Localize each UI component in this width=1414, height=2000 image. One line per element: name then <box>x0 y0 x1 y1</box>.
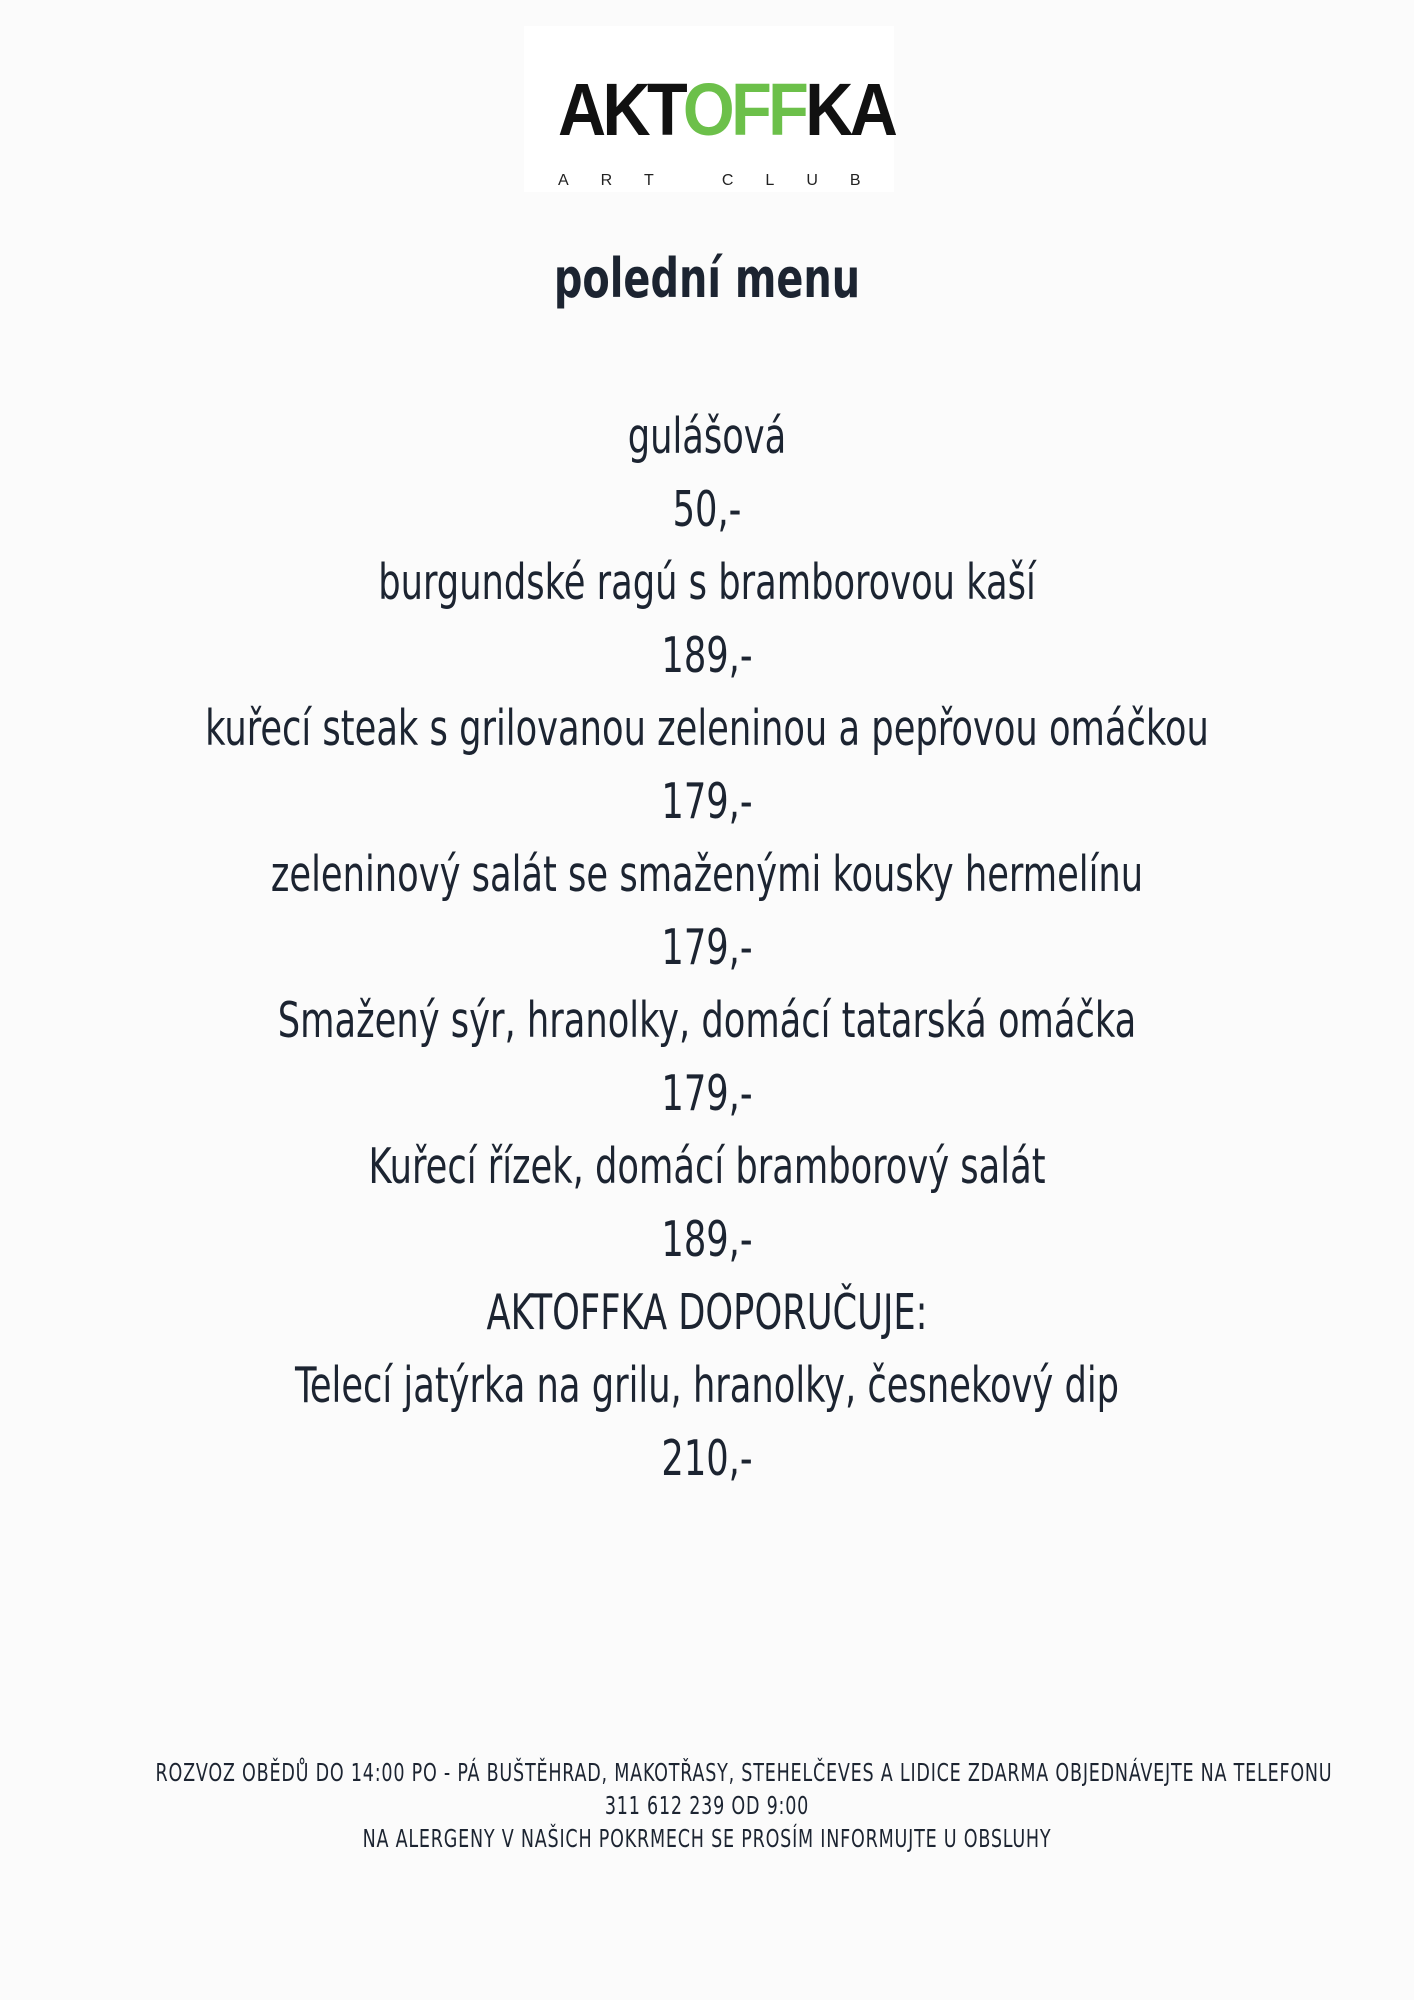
menu-line-dish-5: Kuřecí řízek, domácí bramborový salát <box>368 1138 1046 1195</box>
menu-price-recommended-dish: 210,- <box>661 1430 753 1487</box>
logo-word-part-1: AKT <box>558 68 683 151</box>
logo-word-part-3: KA <box>805 68 895 151</box>
menu-price-dish-5: 189,- <box>661 1211 753 1268</box>
menu-price-dish-1: 189,- <box>661 627 753 684</box>
logo <box>524 26 894 192</box>
menu-recommendation-heading: AKTOFFKA DOPORUČUJE: <box>486 1284 928 1341</box>
menu-list <box>0 400 1414 1495</box>
footer-phone-text: 311 612 239 OD 9:00 <box>604 1791 810 1820</box>
menu-line-recommended-dish: Telecí jatýrka na grilu, hranolky, česnekový dip <box>294 1357 1120 1414</box>
menu-line-soup: gulášová <box>627 408 787 465</box>
menu-price-dish-4: 179,- <box>661 1065 753 1122</box>
logo-subtitle: ART CLUB <box>558 172 893 189</box>
footer-notice <box>0 1756 1414 1855</box>
menu-price-dish-3: 179,- <box>661 919 753 976</box>
logo-word-part-2: OFF <box>682 68 806 151</box>
menu-line-dish-4: Smažený sýr, hranolky, domácí tatarská omáčka <box>277 992 1137 1049</box>
menu-line-dish-1: burgundské ragú s bramborovou kaší <box>378 554 1036 611</box>
page-title: polední menu <box>553 247 861 310</box>
menu-price-soup: 50,- <box>672 481 742 538</box>
menu-price-dish-2: 179,- <box>661 773 753 830</box>
footer-allergen-text: NA ALERGENY V NAŠICH POKRMECH SE PROSÍM INFORMUJTE U OBSLUHY <box>362 1824 1052 1853</box>
menu-line-dish-2: kuřecí steak s grilovanou zeleninou a pepřovou omáčkou <box>205 700 1209 757</box>
footer-delivery-text: ROZVOZ OBĚDŮ DO 14:00 PO - PÁ BUŠTĚHRAD, MAKOTŘASY, STEHELČEVES A LIDICE ZDARMA OBJEDNÁVEJTE NA TELEFONU <box>155 1758 1333 1787</box>
menu-line-dish-3: zeleninový salát se smaženými kousky hermelínu <box>270 846 1144 903</box>
logo-wordmark <box>558 66 895 154</box>
